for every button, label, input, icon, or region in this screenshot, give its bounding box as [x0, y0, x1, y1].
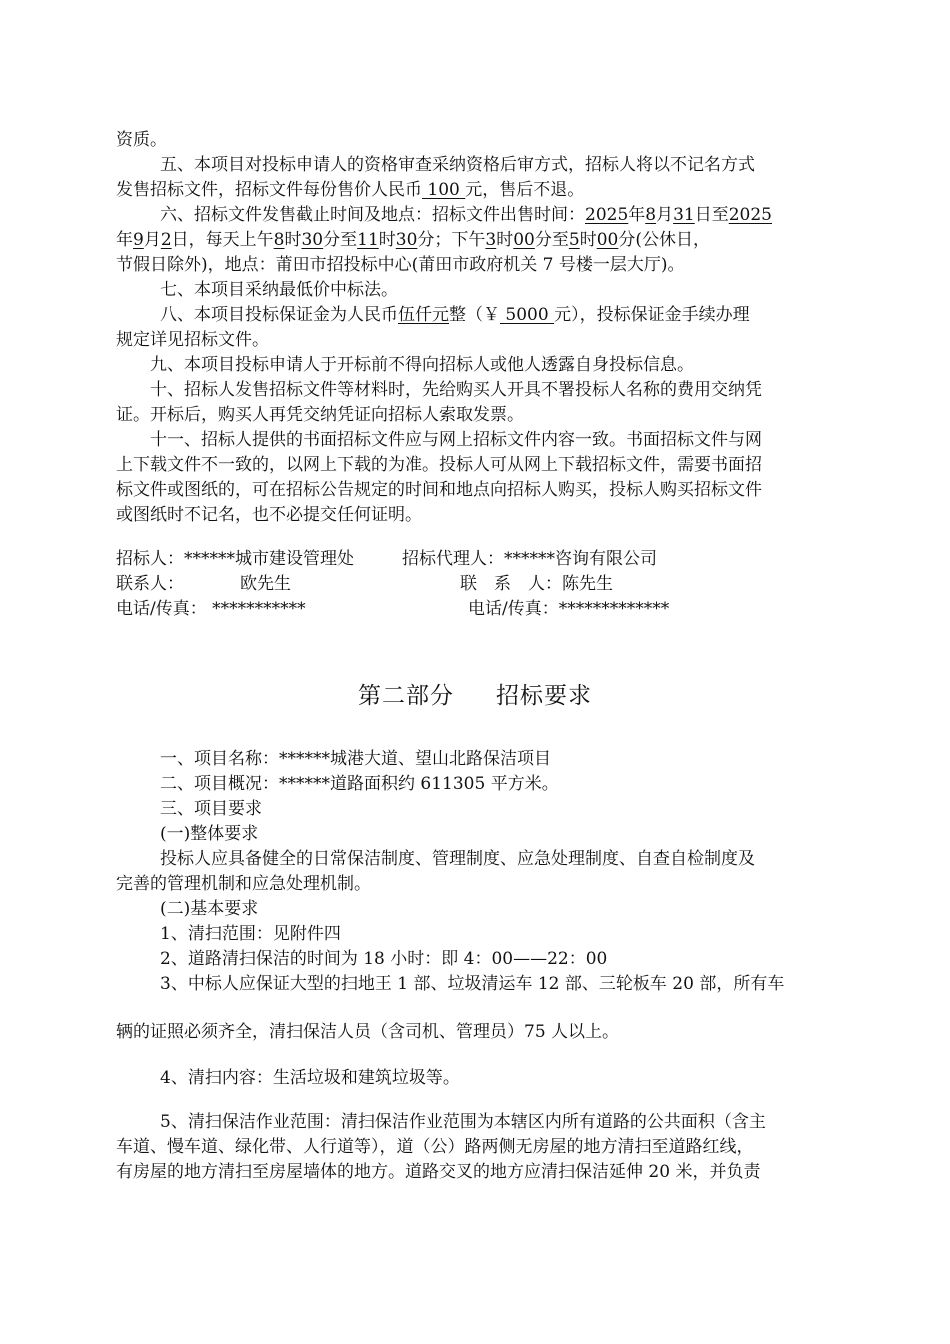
item5-line2: 发售招标文件，招标文件每份售价人民币 100 元，售后不退。: [116, 180, 585, 200]
contact-right: 联 系 人：陈先生: [460, 574, 613, 594]
overall-text-line1: 投标人应具备健全的日常保洁制度、管理制度、应急处理制度、自查自检制度及: [160, 849, 755, 869]
contact-block: [116, 547, 852, 622]
section-title: [0, 680, 950, 712]
contact-name-left: 欧先生: [240, 574, 291, 594]
req-3-line1: 3、中标人应保证大型的扫地王 1 部、垃圾清运车 12 部、三轮板车 20 部，所有车: [160, 974, 785, 994]
project-name: 一、项目名称：******城港大道、望山北路保洁项目: [160, 749, 551, 769]
item7: 七、本项目采纳最低价中标法。: [160, 280, 398, 300]
item8-line1: 八、本项目投标保证金为人民币伍仟元整（￥ 5000 元），投标保证金手续办理: [160, 305, 750, 325]
overall-requirements: (一)整体要求: [160, 824, 259, 844]
item11-line3: 标文件或图纸的，可在招标公告规定的时间和地点向招标人购买，投标人购买招标文件: [116, 480, 762, 500]
req-5-line1: 5、清扫保洁作业范围：清扫保洁作业范围为本辖区内所有道路的公共面积（含主: [160, 1112, 766, 1132]
item6-line1: 六、招标文件发售截止时间及地点：招标文件出售时间：2025年8月31日至2025: [160, 205, 772, 225]
item10-line1: 十、招标人发售招标文件等材料时，先给购买人开具不署投标人名称的费用交纳凭: [150, 380, 762, 400]
phone-left: 电话/传真： ***********: [116, 599, 306, 619]
project-overview: 二、项目概况：******道路面积约 611305 平方米。: [160, 774, 559, 794]
item5-line1: 五、本项目对投标申请人的资格审查采纳资格后审方式，招标人将以不记名方式: [160, 155, 755, 175]
project-requirements: 三、项目要求: [160, 799, 262, 819]
part2-text-a: [116, 747, 852, 997]
qualification-tail: 资质。: [116, 130, 167, 150]
agent-label: 招标代理人：******咨询有限公司: [402, 549, 657, 569]
item11-line2: 上下载文件不一致的，以网上下载的为准。投标人可从网上下载招标文件，需要书面招: [116, 455, 762, 475]
section-title-text: 招标要求: [496, 683, 592, 709]
basic-requirements: (二)基本要求: [160, 899, 259, 919]
contact-label-left: 联系人：: [116, 574, 184, 594]
req-5-line2: 车道、慢车道、绿化带、人行道等），道（公）路两侧无房屋的地方清扫至道路红线，: [116, 1137, 754, 1157]
req-4-block: [116, 1066, 852, 1091]
item9: 九、本项目投标申请人于开标前不得向招标人或他人透露自身投标信息。: [150, 355, 694, 375]
item6-line3: 节假日除外)，地点：莆田市招投标中心(莆田市政府机关 7 号楼一层大厅)。: [116, 255, 685, 275]
req-4: 4、清扫内容：生活垃圾和建筑垃圾等。: [160, 1068, 460, 1088]
phone-right: 电话/传真：*************: [468, 599, 670, 619]
tenderer-label: 招标人：******城市建设管理处: [116, 549, 354, 569]
req-5-block: [116, 1110, 852, 1185]
overall-text-line2: 完善的管理机制和应急处理机制。: [116, 874, 371, 894]
req-1: 1、清扫范围：见附件四: [160, 924, 341, 944]
req-3-line2-block: [116, 1020, 852, 1045]
item11-line1: 十一、招标人提供的书面招标文件应与网上招标文件内容一致。书面招标文件与网: [150, 430, 762, 450]
item6-line2: 年9月2日，每天上午8时30分至11时30分；下午3时00分至5时00分(公休日，: [116, 230, 710, 250]
req-5-line3: 有房屋的地方清扫至房屋墙体的地方。道路交叉的地方应清扫保洁延伸 20 米，并负责: [116, 1162, 761, 1182]
item11-line4: 或图纸时不记名，也不必提交任何证明。: [116, 505, 422, 525]
req-3-line2: 辆的证照必须齐全，清扫保洁人员（含司机、管理员）75 人以上。: [116, 1022, 620, 1042]
price-value: 100: [427, 180, 460, 200]
item8-line2: 规定详见招标文件。: [116, 330, 269, 350]
section-title-part: 第二部分: [358, 683, 454, 709]
req-2: 2、道路清扫保洁的时间为 18 小时：即 4：00——22：00: [160, 949, 608, 969]
item10-line2: 证。开标后，购买人再凭交纳凭证向招标人索取发票。: [116, 405, 524, 425]
part1-text: [116, 128, 852, 528]
